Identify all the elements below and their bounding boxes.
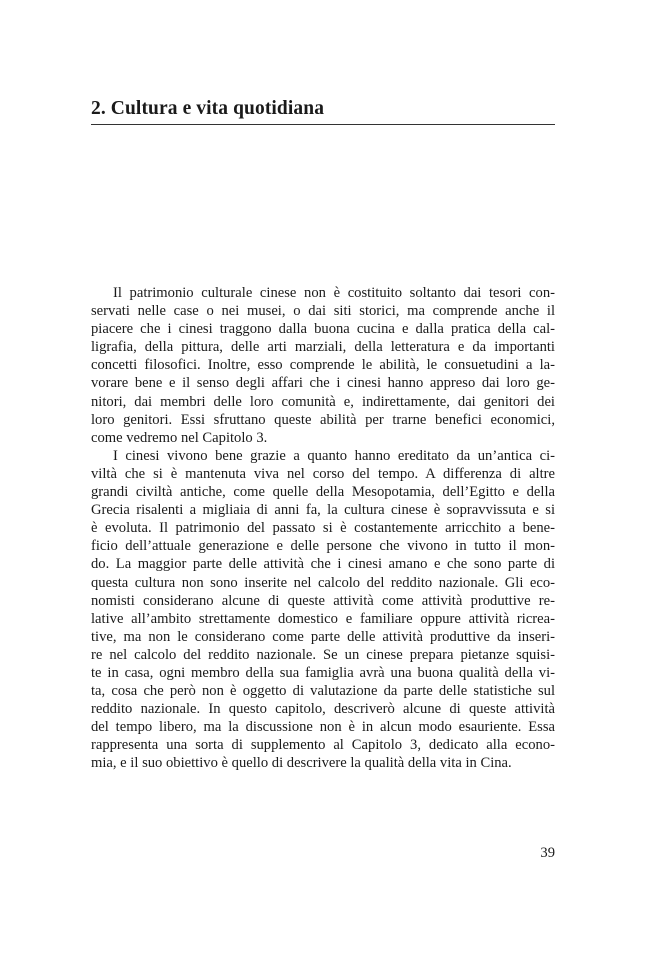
text-line: ligrafia, della pittura, delle arti marziali, della letteratura e da importanti	[91, 339, 555, 356]
text-line: viltà che si è mantenuta viva nel corso del tempo. A differenza di altre	[91, 465, 555, 482]
text-line: grandi civiltà antiche, come quelle della Mesopotamia, dell’Egitto e della	[91, 484, 555, 501]
text-line: ta, cosa che però non è oggetto di valutazione da parte delle statistiche sul	[91, 683, 555, 700]
text-line: loro genitori. Essi sfruttano queste abilità per trarne benefici economici,	[91, 411, 555, 428]
text-line: nitori, dai membri delle loro comunità e, indirettamente, dai genitori dei	[91, 393, 555, 410]
text-line: re nel calcolo del reddito nazionale. Se un cinese prepara pietanze squisi-	[91, 646, 555, 663]
text-line: te in casa, ogni membro della sua famiglia avrà una buona qualità della vi-	[91, 664, 555, 681]
text-line: rappresenta una sorta di supplemento al Capitolo 3, dedicato alla econo-	[91, 737, 555, 754]
paragraph-1	[91, 284, 555, 447]
page-number: 39	[540, 845, 555, 861]
text-line: questa cultura non sono inserite nel calcolo del reddito nazionale. Gli eco-	[91, 574, 555, 591]
text-line: del tempo libero, ma la discussione non è in alcun modo esauriente. Essa	[91, 719, 555, 736]
chapter-title: 2. Cultura e vita quotidiana	[91, 98, 325, 119]
text-line: servati nelle case o nei musei, o dai siti storici, ma comprende anche il	[91, 303, 555, 320]
text-line: do. La maggior parte delle attività che i cinesi amano e che sono parte di	[91, 556, 555, 573]
text-line: tive, ma non le considerano come parte delle attività produttive da inseri-	[91, 628, 555, 645]
text-line: Il patrimonio culturale cinese non è costituito soltanto dai tesori con-	[113, 285, 555, 301]
text-line: concetti filosofici. Inoltre, esso comprende le abilità, le consuetudini a la-	[91, 357, 555, 374]
text-line: è evoluta. Il patrimonio del passato si è costantemente arricchito a bene-	[91, 520, 555, 537]
text-line: Grecia risalenti a migliaia di anni fa, la cultura cinese è sopravvissuta e si	[91, 502, 555, 519]
title-underline-rule	[91, 124, 555, 125]
text-line: I cinesi vivono bene grazie a quanto hanno ereditato da un’antica ci-	[113, 447, 555, 464]
text-line: nomisti considerano alcune di queste attività come attività produttive re-	[91, 592, 555, 609]
body-text	[91, 284, 555, 773]
text-line: mia, e il suo obiettivo è quello di descrivere la qualità della vita in Cina.	[91, 755, 512, 772]
text-line: piacere che i cinesi traggono dalla buona cucina e dalla pratica della cal-	[91, 321, 555, 338]
text-line: lative all’ambito strettamente domestico e familiare oppure attività ricrea-	[91, 610, 555, 627]
text-line: vorare bene e il senso degli affari che i cinesi hanno appreso dai loro ge-	[91, 375, 555, 392]
paragraph-2	[91, 447, 555, 773]
text-line: come vedremo nel Capitolo 3.	[91, 429, 268, 446]
text-line: reddito nazionale. In questo capitolo, descriverò alcune di queste attività	[91, 701, 555, 718]
text-line: ficio dell’attuale generazione e delle persone che vivono in tutto il mon-	[91, 538, 555, 555]
